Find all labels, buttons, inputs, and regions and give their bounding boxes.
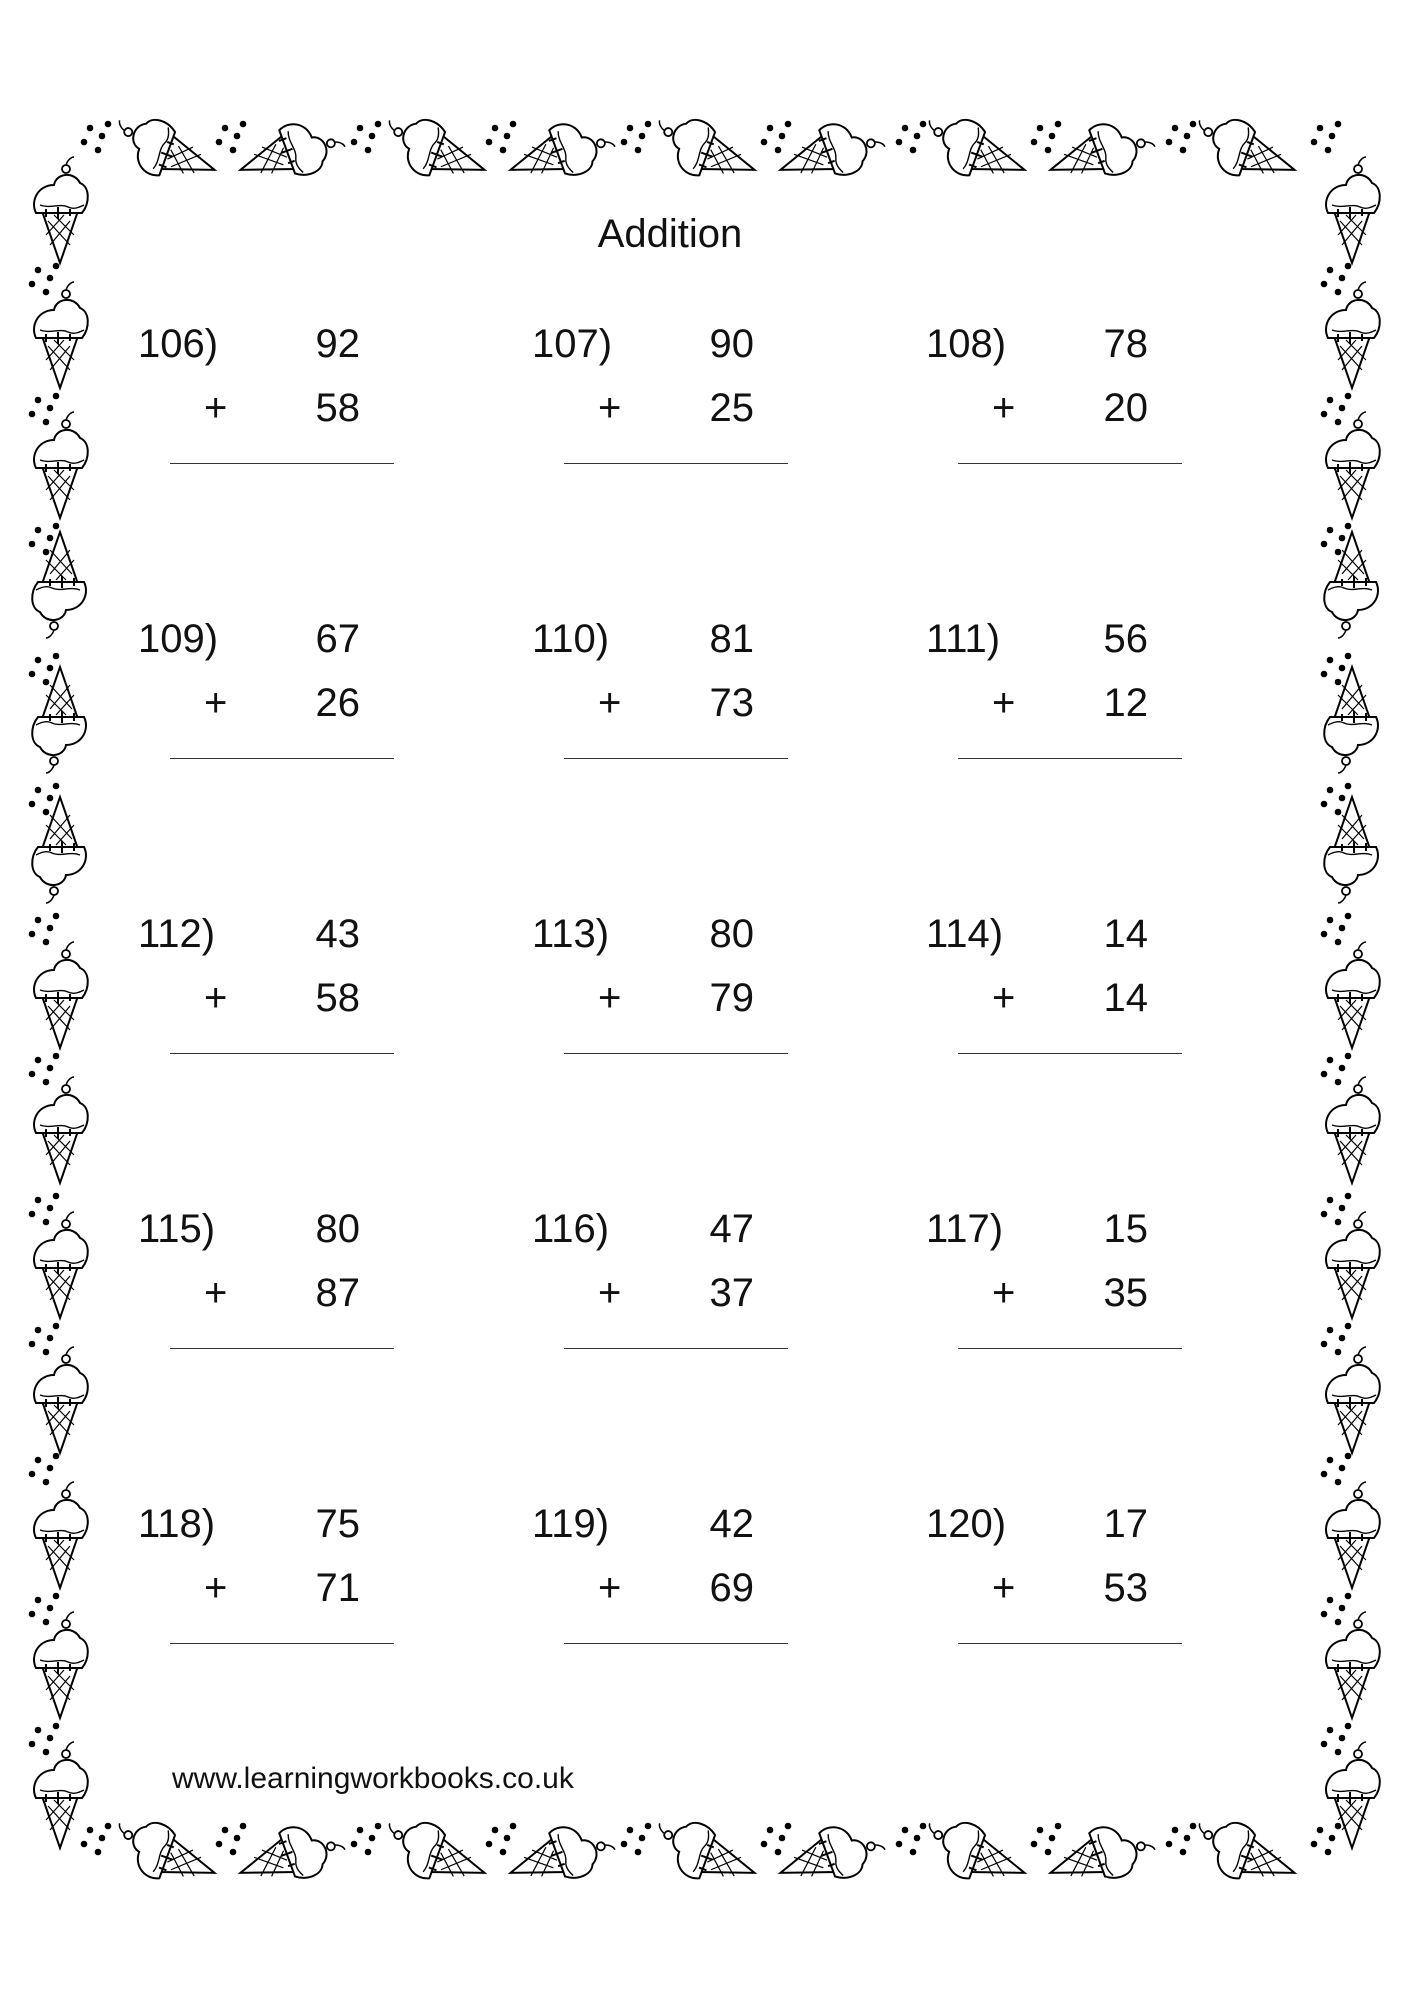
addend-top: 17 [1103,1502,1148,1546]
ice-cream-cone-icon [32,532,86,638]
problem-number: 110) [532,617,610,661]
addend-top: 47 [709,1207,754,1251]
ice-cream-cone-icon [1324,532,1378,638]
answer-line[interactable] [564,758,788,759]
ice-cream-cone-icon [1326,412,1380,518]
addend-bottom: 12 [1103,681,1148,725]
sprinkle-dot-icon [81,121,112,154]
sprinkle-dot-icon [29,1053,60,1086]
problem-number: 118) [138,1502,216,1546]
problem-card [514,300,774,500]
sprinkle-dot-icon [621,121,652,154]
answer-line[interactable] [958,1348,1182,1349]
ice-cream-cone-icon [32,797,86,903]
problem-number: 117) [926,1207,1004,1251]
plus-sign: + [992,386,1016,430]
plus-sign: + [598,976,622,1020]
plus-sign: + [204,681,228,725]
addend-bottom: 87 [315,1271,360,1315]
problem-number: 111) [926,617,1001,661]
sprinkle-dot-icon [1166,121,1197,154]
sprinkle-dot-icon [29,393,60,426]
addend-bottom: 20 [1103,386,1148,430]
addend-top: 90 [709,322,754,366]
ice-cream-cone-icon [1326,282,1380,388]
addend-top: 14 [1103,912,1148,956]
sprinkle-dot-icon [216,121,247,154]
ice-cream-cone-icon [1326,1077,1380,1183]
answer-line[interactable] [170,1643,394,1644]
addend-bottom: 58 [315,386,360,430]
sprinkle-dot-icon [621,1823,652,1856]
problem-number: 119) [532,1502,610,1546]
problem-number: 112) [138,912,216,956]
sprinkle-dot-icon [29,1323,60,1356]
sprinkle-dot-icon [761,1823,792,1856]
sprinkle-dot-icon [896,121,927,154]
addend-bottom: 69 [709,1566,754,1610]
sprinkle-dot-icon [1031,1823,1062,1856]
ice-cream-cone-icon [502,1812,620,1899]
ice-cream-cone-icon [34,1077,88,1183]
sprinkle-dot-icon [486,1823,517,1856]
ice-cream-cone-icon [1326,942,1380,1048]
plus-sign: + [992,1271,1016,1315]
sprinkle-dot-icon [486,121,517,154]
ice-cream-cone-icon [34,282,88,388]
plus-sign: + [204,386,228,430]
ice-cream-cone-icon [376,1810,494,1897]
sprinkle-dot-icon [1321,1323,1352,1356]
ice-cream-cone-icon [1326,1612,1380,1718]
sprinkle-dot-icon [1031,121,1062,154]
ice-cream-cone-icon [232,1812,350,1899]
problem-card [908,1185,1168,1385]
problem-card [120,1480,380,1680]
plus-sign: + [992,681,1016,725]
answer-line[interactable] [170,463,394,464]
answer-line[interactable] [958,1053,1182,1054]
plus-sign: + [204,1271,228,1315]
problem-number: 116) [532,1207,610,1251]
ice-cream-cone-icon [916,107,1034,194]
addend-top: 67 [315,617,360,661]
worksheet-title: Addition [597,212,743,256]
ice-cream-cone-icon [916,1810,1034,1897]
sprinkle-dot-icon [1311,121,1342,154]
addend-top: 80 [315,1207,360,1251]
sprinkle-dot-icon [1166,1823,1197,1856]
plus-sign: + [598,386,622,430]
ice-cream-cone-icon [646,107,764,194]
sprinkle-dot-icon [1321,263,1352,296]
ice-cream-cone-icon [1186,107,1304,194]
problem-card [908,300,1168,500]
answer-line[interactable] [564,463,788,464]
ice-cream-cone-icon [34,942,88,1048]
addend-top: 75 [315,1502,360,1546]
plus-sign: + [598,1271,622,1315]
sprinkle-dot-icon [896,1823,927,1856]
addend-top: 81 [709,617,754,661]
answer-line[interactable] [170,1053,394,1054]
problem-number: 107) [532,322,613,366]
sprinkle-dot-icon [81,1823,112,1856]
answer-line[interactable] [170,758,394,759]
sprinkle-dot-icon [1321,1723,1352,1756]
problem-card [120,300,380,500]
sprinkle-dot-icon [1321,913,1352,946]
sprinkle-dot-icon [761,121,792,154]
problem-number: 115) [138,1207,216,1251]
addend-bottom: 37 [709,1271,754,1315]
ice-cream-cone-icon [1326,1347,1380,1453]
answer-line[interactable] [958,1643,1182,1644]
sprinkle-dot-icon [29,913,60,946]
sprinkle-dot-icon [1321,393,1352,426]
answer-line[interactable] [564,1348,788,1349]
answer-line[interactable] [958,463,1182,464]
problem-number: 120) [926,1502,1007,1546]
plus-sign: + [598,1566,622,1610]
sprinkle-dot-icon [29,263,60,296]
sprinkle-dot-icon [29,1593,60,1626]
addend-bottom: 79 [709,976,754,1020]
problem-number: 109) [138,617,219,661]
problem-card [514,595,774,795]
addend-top: 43 [315,912,360,956]
ice-cream-cone-icon [34,1347,88,1453]
addend-top: 56 [1103,617,1148,661]
plus-sign: + [992,1566,1016,1610]
sprinkle-dot-icon [1311,1823,1342,1856]
problem-card [908,890,1168,1090]
addend-top: 80 [709,912,754,956]
ice-cream-cone-icon [34,1612,88,1718]
plus-sign: + [992,976,1016,1020]
ice-cream-cone-icon [34,1482,88,1588]
sprinkle-dot-icon [351,121,382,154]
plus-sign: + [204,976,228,1020]
sprinkle-dot-icon [1321,523,1352,556]
sprinkle-dot-icon [29,1193,60,1226]
ice-cream-cone-icon [1186,1810,1304,1897]
addend-bottom: 53 [1103,1566,1148,1610]
sprinkle-dot-icon [1321,1193,1352,1226]
problem-card [908,1480,1168,1680]
sprinkle-dot-icon [29,1723,60,1756]
problem-card [514,1185,774,1385]
sprinkle-dot-icon [1321,1453,1352,1486]
ice-cream-cone-icon [502,109,620,196]
answer-line[interactable] [564,1643,788,1644]
addend-top: 92 [315,322,360,366]
problem-card [908,595,1168,795]
problem-number: 113) [532,912,610,956]
plus-sign: + [598,681,622,725]
answer-line[interactable] [564,1053,788,1054]
problem-card [514,1480,774,1680]
problem-number: 114) [926,912,1004,956]
sprinkle-dot-icon [1321,1593,1352,1626]
problem-number: 108) [926,322,1007,366]
ice-cream-cone-icon [34,1742,88,1848]
addend-bottom: 73 [709,681,754,725]
addend-bottom: 26 [315,681,360,725]
ice-cream-cone-icon [646,1810,764,1897]
answer-line[interactable] [958,758,1182,759]
ice-cream-cone-icon [1324,797,1378,903]
problem-card [120,890,380,1090]
addend-bottom: 35 [1103,1271,1148,1315]
sprinkle-dot-icon [216,1823,247,1856]
ice-cream-cone-icon [1324,667,1378,773]
sprinkle-dot-icon [1321,1053,1352,1086]
ice-cream-cone-icon [1326,1482,1380,1588]
ice-cream-cone-icon [34,1212,88,1318]
problem-card [514,890,774,1090]
addend-bottom: 71 [315,1566,360,1610]
addend-top: 42 [709,1502,754,1546]
addend-bottom: 25 [709,386,754,430]
addend-bottom: 14 [1103,976,1148,1020]
ice-cream-cone-icon [34,412,88,518]
ice-cream-cone-icon [232,109,350,196]
addend-bottom: 58 [315,976,360,1020]
problem-card [120,595,380,795]
sprinkle-dot-icon [29,1453,60,1486]
addend-top: 78 [1103,322,1148,366]
sprinkle-dot-icon [351,1823,382,1856]
problem-card [120,1185,380,1385]
addend-top: 15 [1103,1207,1148,1251]
footer-url[interactable]: www.learningworkbooks.co.uk [172,1762,574,1795]
ice-cream-cone-icon [1326,1212,1380,1318]
ice-cream-cone-icon [106,1810,224,1897]
ice-cream-cone-icon [1326,1742,1380,1848]
ice-cream-cone-icon [106,107,224,194]
plus-sign: + [204,1566,228,1610]
answer-line[interactable] [170,1348,394,1349]
sprinkle-dot-icon [29,523,60,556]
ice-cream-cone-icon [376,107,494,194]
problem-number: 106) [138,322,219,366]
ice-cream-cone-icon [32,667,86,773]
